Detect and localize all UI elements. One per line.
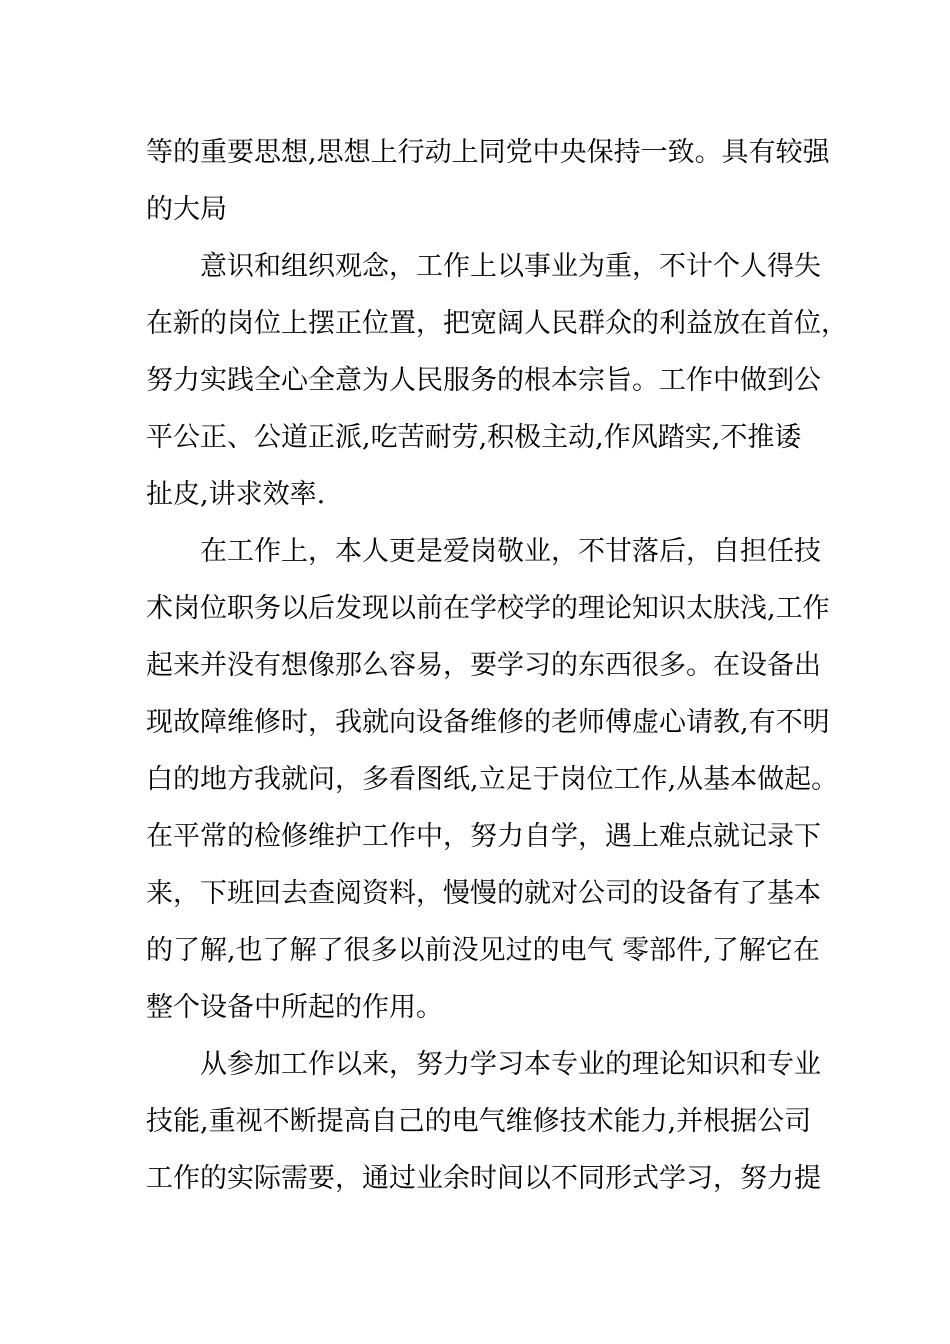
text-line: 在新的岗位上摆正位置，把宽阔人民群众的利益放在首位， xyxy=(146,308,848,339)
paragraph-start-line: 在工作上，本人更是爱岗敬业，不甘落后，自担任技 xyxy=(200,536,821,567)
text-line: 整个设备中所起的作用。 xyxy=(146,992,443,1023)
text-line: 现故障维修时，我就向设备维修的老师傅虚心请教,有不明 xyxy=(146,707,830,738)
text-line: 努力实践全心全意为人民服务的根本宗旨。工作中做到公 xyxy=(146,365,821,396)
text-line: 的了解,也了解了很多以前没见过的电气 零部件,了解它在 xyxy=(146,935,820,966)
text-line: 等的重要思想,思想上行动上同党中央保持一致。具有较强 xyxy=(146,137,830,168)
text-line: 工作的实际需要，通过业余时间以不同形式学习，努力提 xyxy=(146,1163,821,1194)
text-line: 来，下班回去查阅资料，慢慢的就对公司的设备有了基本 xyxy=(146,878,821,909)
text-line: 的大局 xyxy=(146,194,227,225)
text-line: 扯皮,讲求效率. xyxy=(146,479,326,510)
text-line: 平公正、公道正派,吃苦耐劳,积极主动,作风踏实,不推诿 xyxy=(146,422,802,453)
text-line: 白的地方我就问，多看图纸,立足于岗位工作,从基本做起。 xyxy=(146,764,839,795)
text-line: 在平常的检修维护工作中，努力自学，遇上难点就记录下 xyxy=(146,821,821,852)
text-line: 技能,重视不断提高自己的电气维修技术能力,并根据公司 xyxy=(146,1106,812,1137)
text-line: 起来并没有想像那么容易，要学习的东西很多。在设备出 xyxy=(146,650,821,681)
paragraph-start-line: 意识和组织观念，工作上以事业为重，不计个人得失 xyxy=(200,251,821,282)
paragraph-start-line: 从参加工作以来，努力学习本专业的理论知识和专业 xyxy=(200,1049,821,1080)
text-line: 术岗位职务以后发现以前在学校学的理论知识太肤浅,工作 xyxy=(146,593,830,624)
